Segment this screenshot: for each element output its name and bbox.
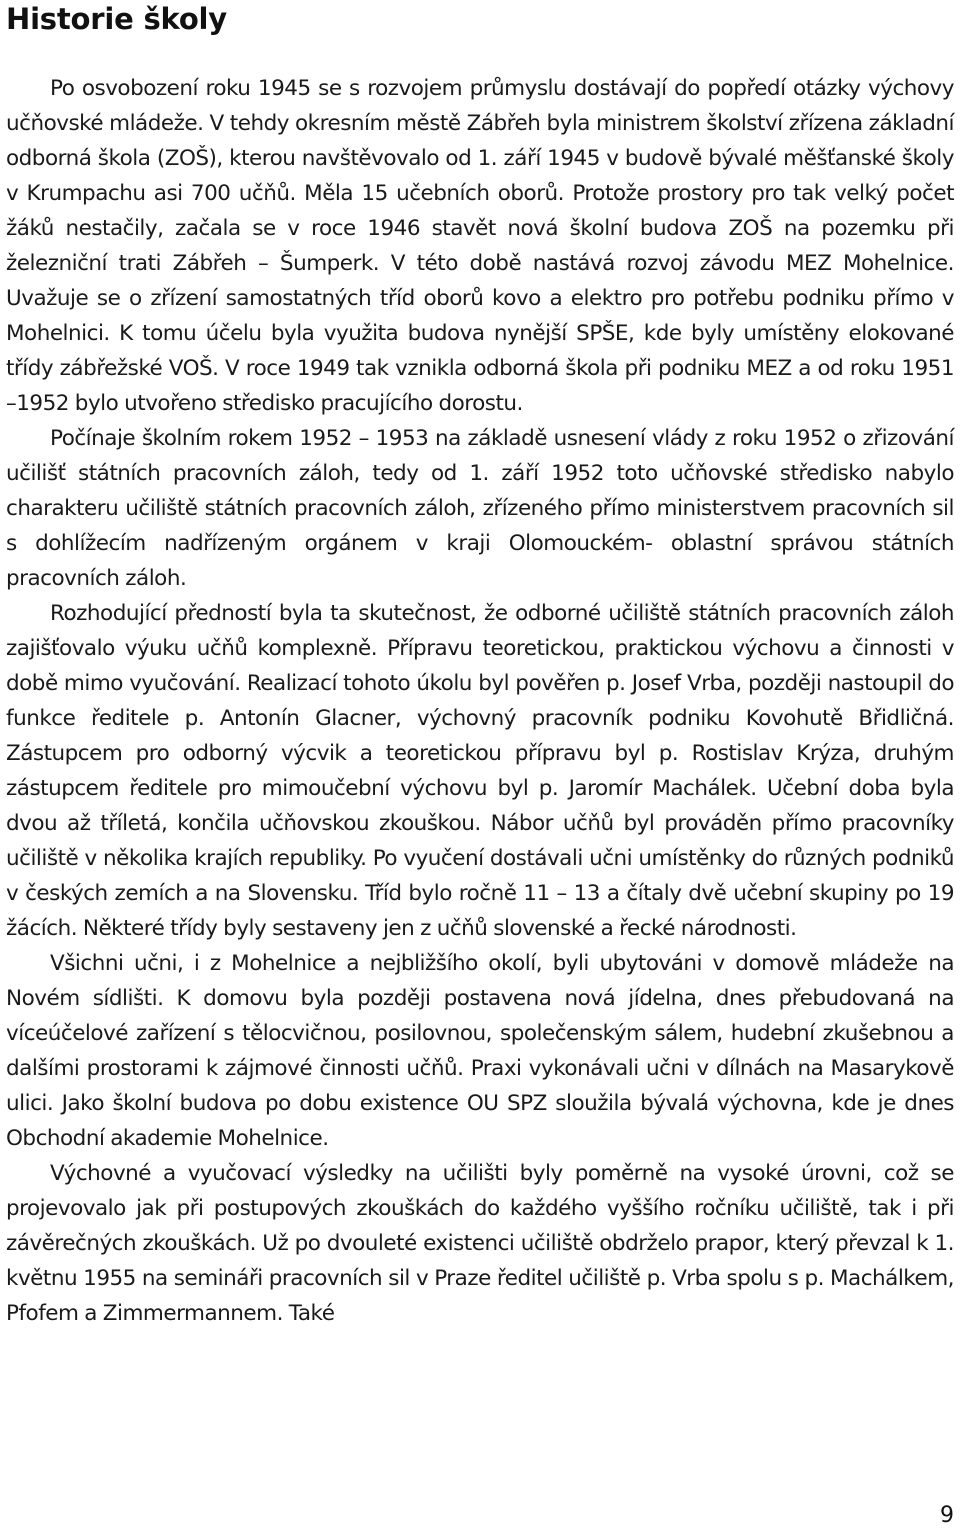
paragraph: Po osvobození roku 1945 se s rozvojem průmyslu dostávají do popředí otázky výchovy učňovské mládeže. V tehdy okresním městě Zábřeh byla ministrem školství zřízena základní odborná škola (ZOŠ), kterou navštěvovalo od 1. září 1945 v budově bývalé měšťanské školy v Krumpachu asi 700 učňů. Měla 15 učebních oborů. Protože prostory pro tak velký počet žáků nestačily, začala se v roce 1946 stavět nová školní budova ZOŠ na pozemku při železniční trati Zábřeh – Šumperk. V této době nastává rozvoj závodu MEZ Mohelnice. Uvažuje se o zřízení samostatných tříd oborů kovo a elektro pro potřebu podniku přímo v Mohelnici. K tomu účelu byla využita budova nynější SPŠE, kde byly umístěny elokované třídy zábřežské VOŠ. V roce 1949 tak vznikla odborná škola při podniku MEZ a od roku 1951 –1952 bylo utvořeno středisko pracujícího dorostu. (6, 76, 954, 416)
page-title: Historie školy (6, 2, 228, 36)
paragraph: Výchovné a vyučovací výsledky na učilišti byly poměrně na vysoké úrovni, což se projevovalo jak při postupových zkouškách do každého vyššího ročníku učiliště, tak i při závěrečných zkouškách. Už po dvouleté existenci učiliště obdrželo prapor, který převzal k 1. květnu 1955 na semináři pracovních sil v Praze ředitel učiliště p. Vrba spolu s p. Machálkem, Pfofem a Zimmermannem. Také (6, 1161, 954, 1326)
page-number: 9 (940, 1503, 954, 1528)
article-body (6, 71, 954, 1331)
paragraph: Rozhodující předností byla ta skutečnost, že odborné učiliště státních pracovních záloh zajišťovalo výuku učňů komplexně. Přípravu teoretickou, praktickou výchovu a činnosti v době mimo vyučování. Realizací tohoto úkolu byl pověřen p. Josef Vrba, později nastoupil do funkce ředitele p. Antonín Glacner, výchovný pracovník podniku Kovohutě Břidličná. Zástupcem pro odborný výcvik a teoretickou přípravu byl p. Rostislav Krýza, druhým zástupcem ředitele pro mimoučební výchovu byl p. Jaromír Machálek. Učební doba byla dvou až tříletá, končila učňovskou zkouškou. Nábor učňů byl prováděn přímo pracovníky učiliště v několika krajích republiky. Po vyučení dostávali učni umístěnky do různých podniků v českých zemích a na Slovensku. Tříd bylo ročně 11 – 13 a čítaly dvě učební skupiny po 19 žácích. Některé třídy byly sestaveny jen z učňů slovenské a řecké národnosti. (6, 601, 954, 941)
paragraph: Všichni učni, i z Mohelnice a nejbližšího okolí, byli ubytováni v domově mládeže na Novém sídlišti. K domovu byla později postavena nová jídelna, dnes přebudovaná na víceúčelové zařízení s tělocvičnou, posilovnou, společenským sálem, hudební zkušebnou a dalšími prostorami k zájmové činnosti učňů. Praxi vykonávali učni v dílnách na Masarykově ulici. Jako školní budova po dobu existence OU SPZ sloužila bývalá výchovna, kde je dnes Obchodní akademie Mohelnice. (6, 951, 954, 1151)
paragraph: Počínaje školním rokem 1952 – 1953 na základě usnesení vlády z roku 1952 o zřizování učilišť státních pracovních záloh, tedy od 1. září 1952 toto učňovské středisko nabylo charakteru učiliště státních pracovních záloh, zřízeného přímo ministerstvem pracovních sil s dohlížecím nadřízeným orgánem v kraji Olomouckém- oblastní správou státních pracovních záloh. (6, 426, 954, 591)
